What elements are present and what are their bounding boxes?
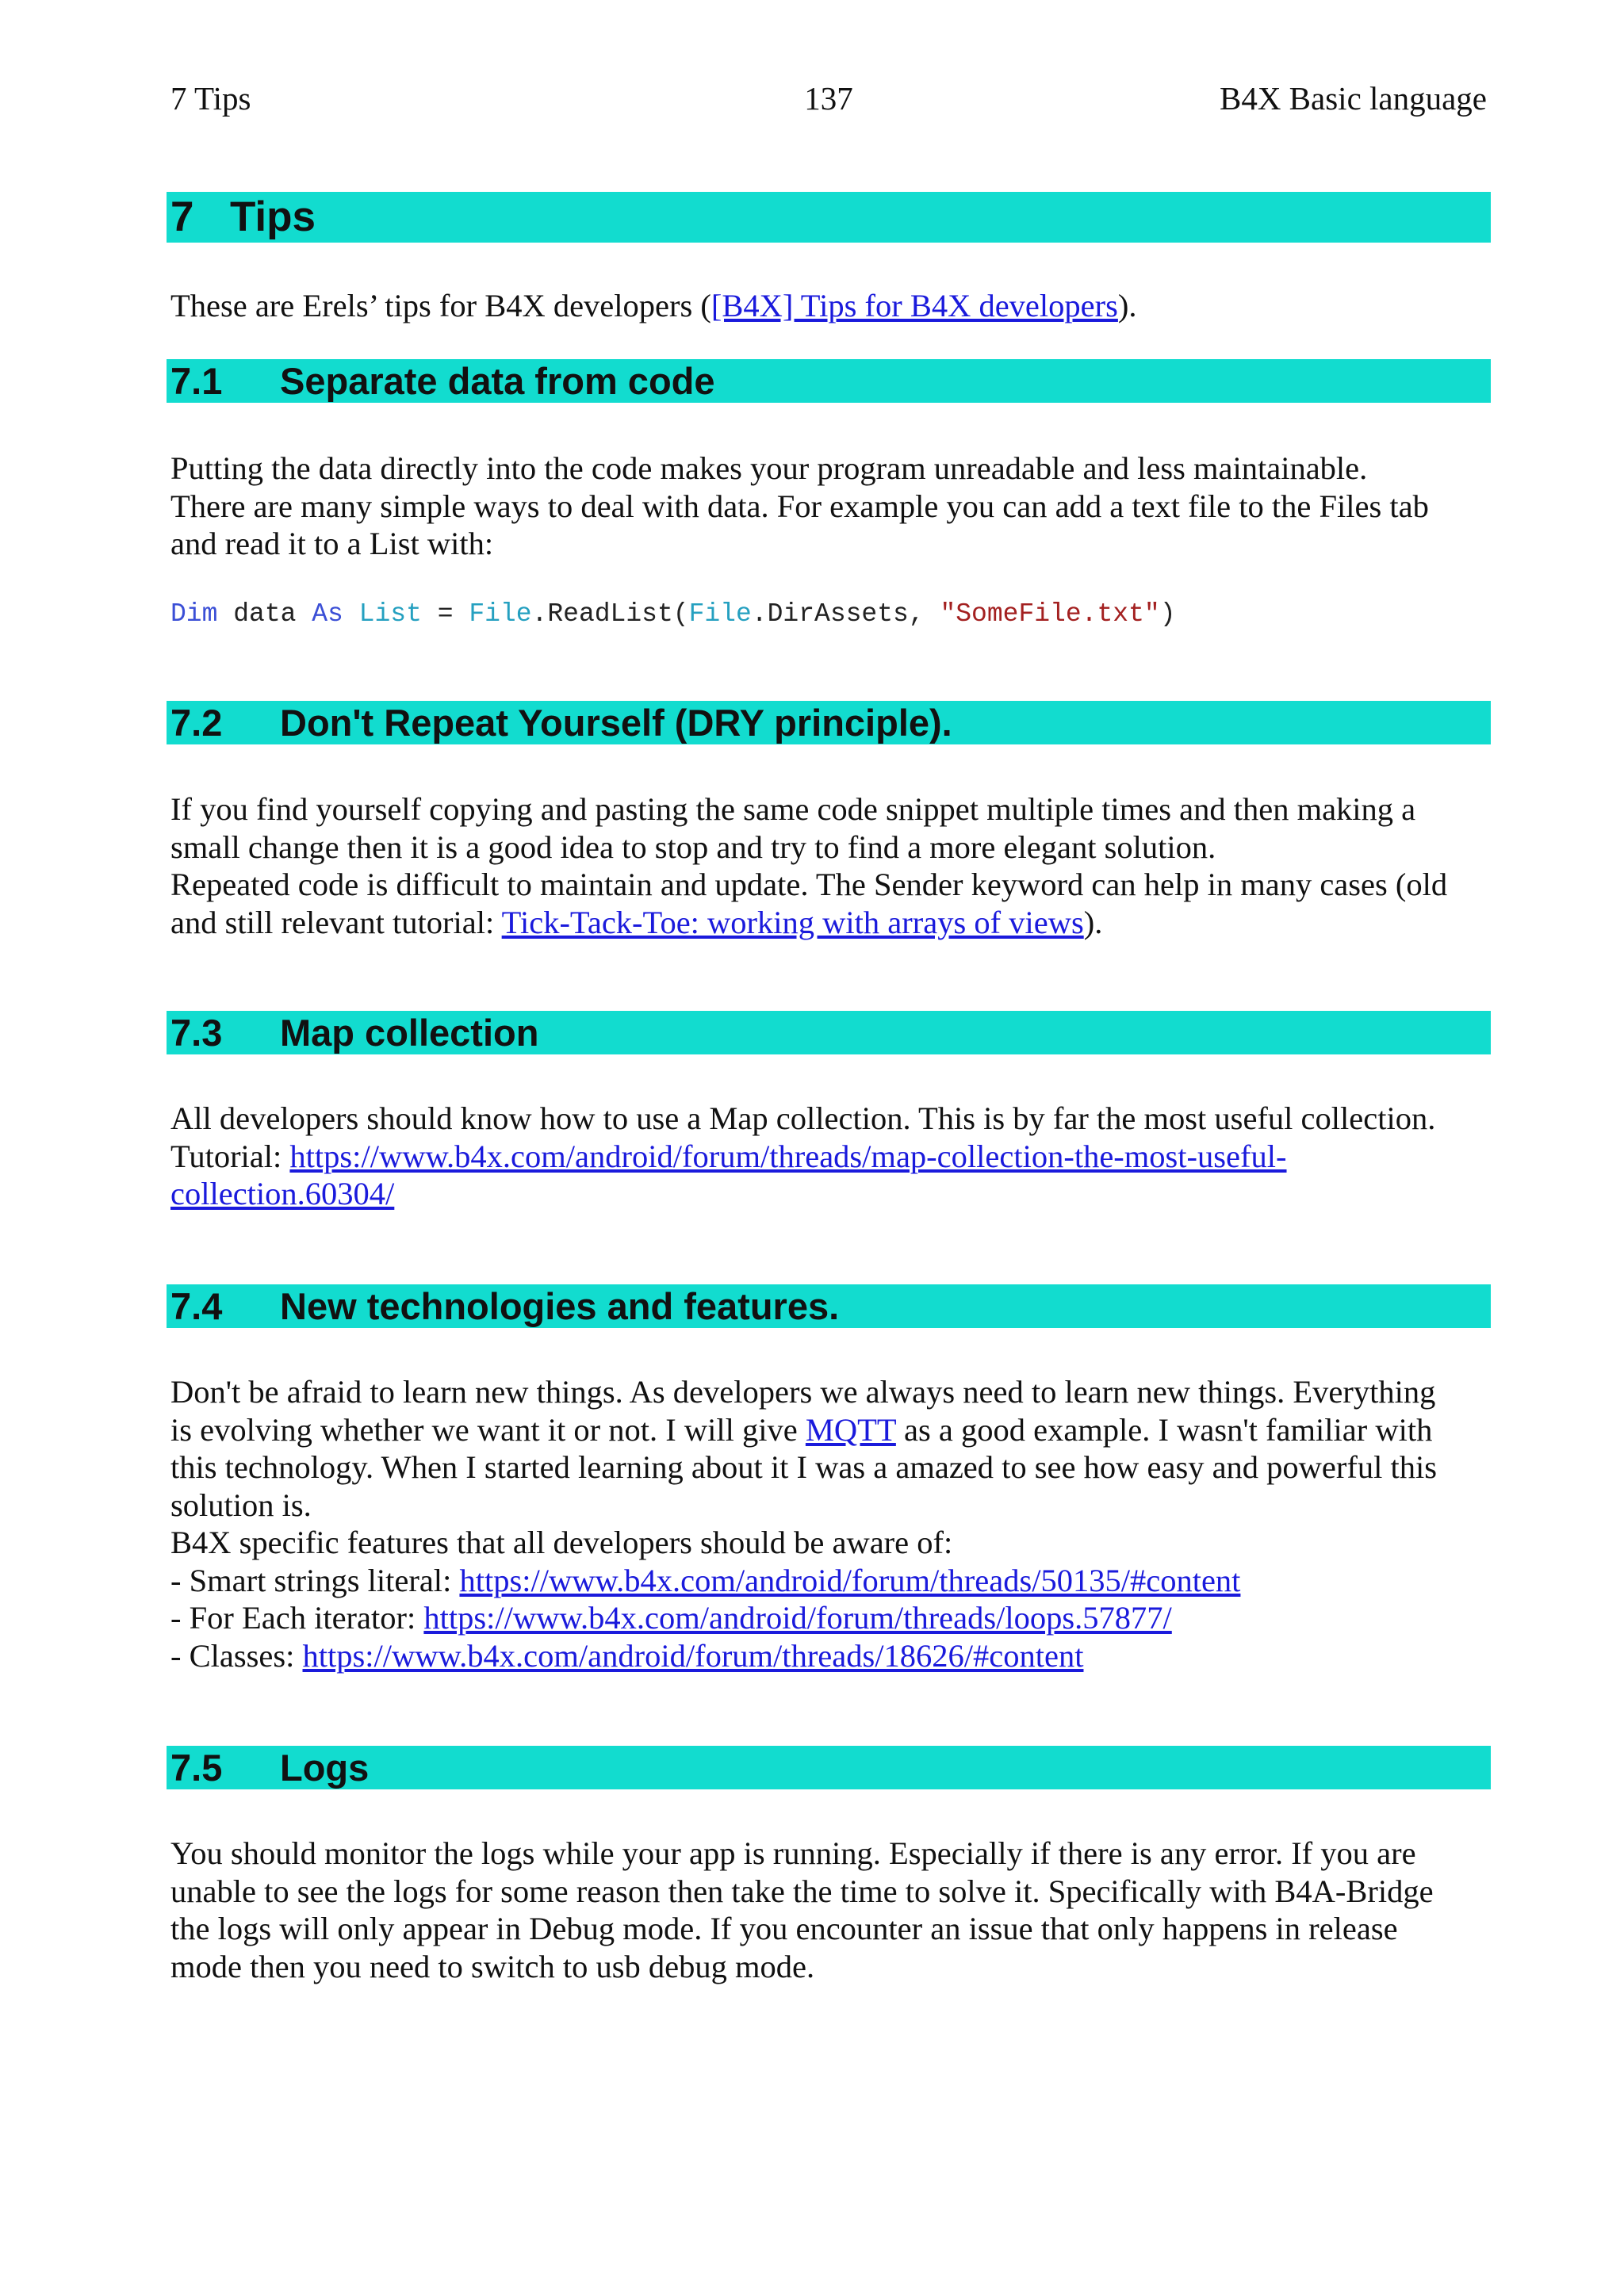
paragraph-text: Tutorial: [170, 1138, 290, 1174]
section-heading-7-3 [167, 1011, 1491, 1054]
smart-strings-link[interactable]: https://www.b4x.com/android/forum/threads/50135/#content [459, 1562, 1241, 1598]
list-item [170, 1637, 1495, 1675]
section-title: Separate data from code [280, 360, 715, 402]
paragraph-line: If you find yourself copying and pasting the same code snippet multiple times and then making a [170, 791, 1416, 827]
code-token: .DirAssets, [751, 599, 940, 629]
section-heading-7-1 [167, 359, 1491, 403]
mqtt-link[interactable]: MQTT [805, 1411, 896, 1448]
paragraph-line: solution is. [170, 1487, 312, 1523]
chapter-heading [167, 192, 1491, 243]
chapter-title: Tips [230, 193, 316, 240]
paragraph-text: and still relevant tutorial: [170, 904, 502, 940]
paragraph-line: and read it to a List with: [170, 526, 494, 561]
section-number: 7.2 [170, 702, 223, 744]
tips-link[interactable]: [B4X] Tips for B4X developers [710, 288, 1118, 323]
section-number: 7.1 [170, 360, 223, 402]
map-collection-link[interactable]: https://www.b4x.com/android/forum/threads/map-collection-the-most-useful- [289, 1138, 1287, 1174]
page-header [170, 76, 1487, 121]
paragraph-line: Repeated code is difficult to maintain and update. The Sender keyword can help in many cases (old [170, 867, 1448, 902]
list-item [170, 1599, 1495, 1637]
paragraph-line: All developers should know how to use a Map collection. This is by far the most useful collection. [170, 1100, 1436, 1136]
page-number: 137 [804, 80, 853, 117]
intro-text: These are Erels’ tips for B4X developers ( [170, 288, 711, 323]
classes-link[interactable]: https://www.b4x.com/android/forum/threads/18626/#content [302, 1637, 1084, 1674]
header-book-title: B4X Basic language [1219, 80, 1487, 117]
section-number: 7.4 [170, 1285, 223, 1327]
list-item [170, 1562, 1495, 1600]
section-7-2-body [170, 790, 1495, 941]
chapter-number: 7 [170, 193, 194, 240]
paragraph-line: Don't be afraid to learn new things. As developers we always need to learn new things. Everything [170, 1374, 1436, 1410]
paragraph-line: unable to see the logs for some reason then take the time to solve it. Specifically with B4A-Bridge [170, 1873, 1434, 1909]
section-7-3-body [170, 1100, 1495, 1213]
paragraph-line: You should monitor the logs while your app is running. Especially if there is any error. If you are [170, 1835, 1416, 1871]
section-heading-7-4 [167, 1284, 1491, 1328]
paragraph-line: the logs will only appear in Debug mode. If you encounter an issue that only happens in release [170, 1911, 1398, 1946]
header-chapter: 7 Tips [170, 80, 251, 117]
map-collection-link-cont[interactable]: collection.60304/ [170, 1176, 395, 1211]
code-token: File [688, 599, 752, 629]
section-heading-7-5 [167, 1746, 1491, 1789]
section-number: 7.3 [170, 1012, 223, 1054]
paragraph-line: There are many simple ways to deal with data. For example you can add a text file to the Files tab [170, 488, 1429, 524]
section-title: Don't Repeat Yourself (DRY principle). [280, 702, 952, 744]
for-each-link[interactable]: https://www.b4x.com/android/forum/threads/loops.57877/ [423, 1600, 1172, 1636]
section-title: Logs [280, 1747, 370, 1789]
code-token: Dim [170, 599, 218, 629]
section-title: New technologies and features. [280, 1285, 840, 1327]
section-title: Map collection [280, 1012, 539, 1054]
section-7-1-body [170, 450, 1495, 563]
code-token: ) [1159, 599, 1176, 629]
section-7-4-body [170, 1373, 1495, 1674]
code-token: As [312, 599, 343, 629]
code-snippet [170, 599, 1176, 630]
paragraph-line: B4X specific features that all developers should be aware of: [170, 1525, 953, 1560]
section-heading-7-2 [167, 701, 1491, 744]
section-7-5-body [170, 1835, 1495, 1985]
code-token [343, 599, 359, 629]
list-item-label: - For Each iterator: [170, 1600, 424, 1636]
code-token: data [217, 599, 312, 629]
tutorial-link[interactable]: Tick-Tack-Toe: working with arrays of views [501, 904, 1084, 940]
code-token: List [358, 599, 422, 629]
paragraph-line: mode then you need to switch to usb debug mode. [170, 1948, 815, 1984]
code-token: .ReadList( [531, 599, 689, 629]
list-item-label: - Classes: [170, 1637, 303, 1674]
list-item-label: - Smart strings literal: [170, 1562, 460, 1598]
paragraph-text: is evolving whether we want it or not. I will give [170, 1411, 806, 1448]
paragraph-line: small change then it is a good idea to stop and try to find a more elegant solution. [170, 828, 1216, 865]
code-token: File [469, 599, 532, 629]
intro-paragraph [170, 287, 1495, 325]
code-token: = [421, 599, 469, 629]
paragraph-line: this technology. When I started learning about it I was a amazed to see how easy and powerful this [170, 1449, 1438, 1485]
section-number: 7.5 [170, 1747, 223, 1789]
intro-text-end: ). [1117, 288, 1137, 323]
paragraph-text: as a good example. I wasn't familiar with [895, 1411, 1433, 1448]
paragraph-text: ). [1083, 904, 1103, 940]
code-token: "SomeFile.txt" [940, 599, 1160, 629]
paragraph-line: Putting the data directly into the code makes your program unreadable and less maintainable. [170, 450, 1368, 486]
